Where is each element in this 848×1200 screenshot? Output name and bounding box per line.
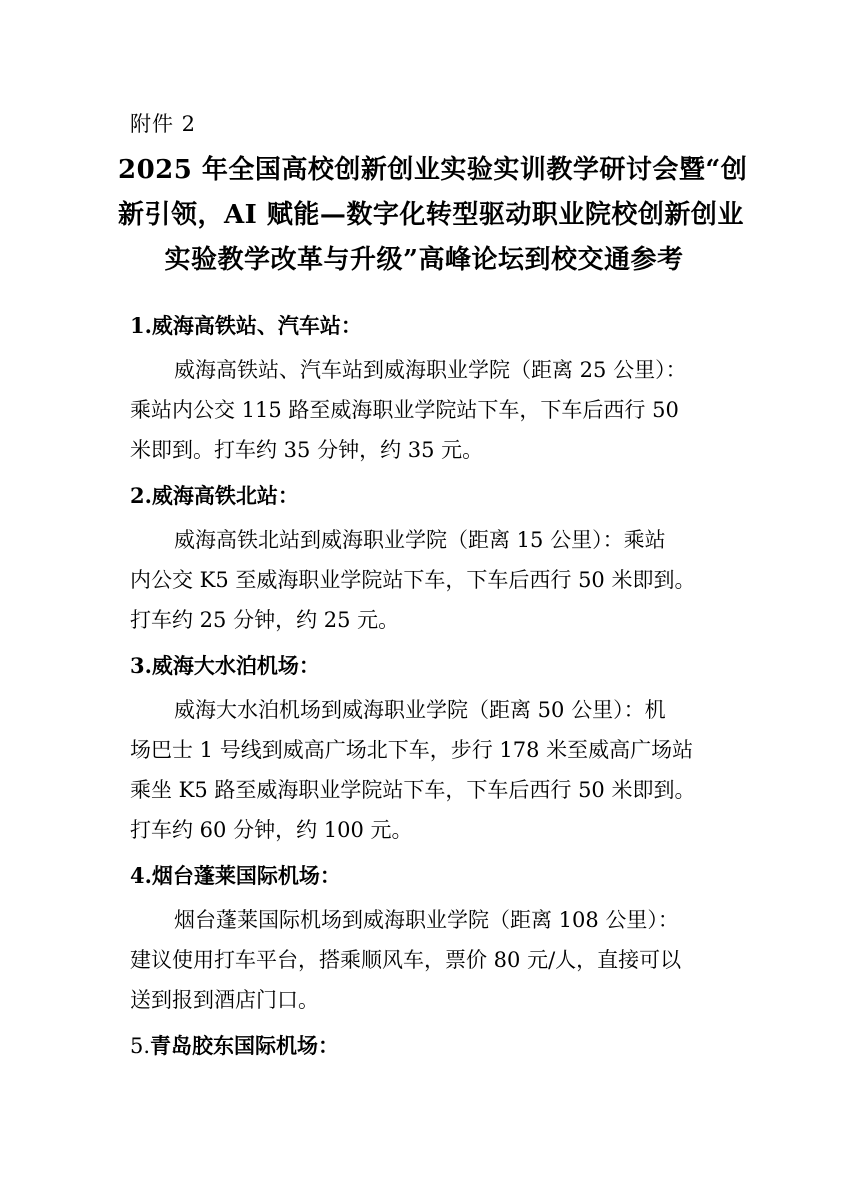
section-heading	[130, 1026, 720, 1066]
section-penglai-airport	[130, 856, 720, 1020]
paragraph-line: 米即到。打车约 35 分钟，约 35 元。	[130, 438, 484, 462]
paragraph-line: 乘站内公交 115 路至威海职业学院站下车，下车后西行 50	[130, 398, 679, 422]
section-north-station	[130, 476, 720, 640]
section-paragraph	[130, 520, 720, 640]
paragraph-line: 打车约 60 分钟，约 100 元。	[130, 818, 413, 842]
paragraph-line: 打车约 25 分钟，约 25 元。	[130, 608, 400, 632]
attachment-label: 附件 2	[130, 112, 197, 136]
section-heading-text: 青岛胶东国际机场：	[150, 1033, 340, 1058]
section-heading: 2.威海高铁北站：	[130, 483, 299, 508]
section-heading: 3.威海大水泊机场：	[130, 653, 320, 678]
section-paragraph	[130, 690, 720, 850]
paragraph-line: 威海高铁北站到威海职业学院（距离 15 公里）：乘站	[174, 528, 666, 552]
title-line: 2025 年全国高校创新创业实验实训教学研讨会暨“创	[118, 155, 748, 185]
paragraph-line: 内公交 K5 至威海职业学院站下车，下车后西行 50 米即到。	[130, 568, 696, 592]
section-heading: 4.烟台蓬莱国际机场：	[130, 863, 341, 888]
document-title	[118, 148, 748, 283]
section-high-speed-station	[130, 306, 720, 470]
paragraph-line: 乘坐 K5 路至威海职业学院站下车，下车后西行 50 米即到。	[130, 778, 696, 802]
section-number: 5.	[130, 1034, 151, 1058]
document-body	[130, 306, 720, 1072]
title-line: 实验教学改革与升级”高峰论坛到校交通参考	[164, 245, 684, 275]
paragraph-line: 场巴士 1 号线到威高广场北下车，步行 178 米至威高广场站	[130, 738, 694, 762]
section-paragraph	[130, 900, 720, 1020]
section-heading: 1.威海高铁站、汽车站：	[130, 313, 362, 338]
paragraph-line: 建议使用打车平台，搭乘顺风车，票价 80 元/人，直接可以	[130, 948, 682, 972]
section-paragraph	[130, 350, 720, 470]
paragraph-line: 威海高铁站、汽车站到威海职业学院（距离 25 公里）：	[174, 358, 687, 382]
section-dashuibo-airport	[130, 646, 720, 850]
paragraph-line: 烟台蓬莱国际机场到威海职业学院（距离 108 公里）：	[174, 908, 679, 932]
paragraph-line: 威海大水泊机场到威海职业学院（距离 50 公里）：机	[174, 698, 666, 722]
section-jiaodong-airport	[130, 1026, 720, 1066]
title-line: 新引领，AI 赋能—数字化转型驱动职业院校创新创业	[118, 200, 744, 230]
paragraph-line: 送到报到酒店门口。	[130, 988, 319, 1012]
